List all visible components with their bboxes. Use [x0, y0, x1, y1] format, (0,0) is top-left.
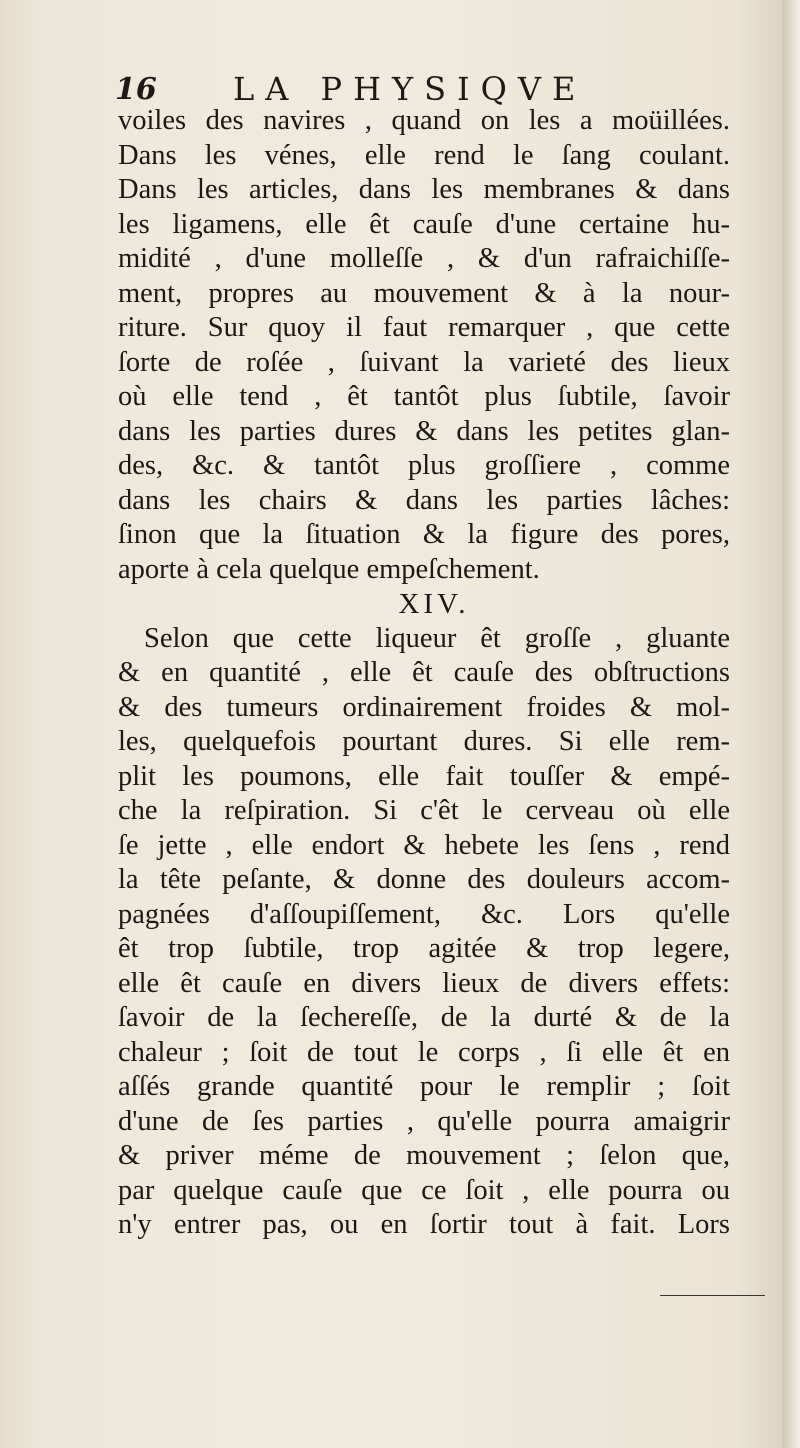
paragraph-2 [118, 622, 730, 1243]
text-line: où elle tend , êt tantôt plus ſubtile, ſavoir [118, 381, 730, 412]
text-line: n'y entrer pas, ou en ſortir tout à fait. Lors [118, 1209, 730, 1240]
body-text [118, 104, 730, 1243]
text-line: elle êt cauſe en divers lieux de divers effets: [118, 967, 730, 999]
section-number: XIV. [398, 588, 470, 620]
text-line: ſe jette , elle endort & hebete les ſens , rend [118, 829, 730, 861]
text-line: aporte à cela quelque empeſchement. [118, 553, 540, 585]
text-line: par quelque cauſe que ce ſoit , elle pourra ou [118, 1174, 730, 1206]
paragraph-1 [118, 104, 730, 587]
text-line: ſavoir de la ſechereſſe, de la durté & de la [118, 1002, 730, 1033]
text-line: pagnées d'aſſoupiſſement, &c. Lors qu'elle [118, 898, 730, 930]
text-line: ſinon que la ſituation & la figure des pores, [118, 519, 730, 550]
text-line: che la reſpiration. Si c'êt le cerveau où elle [118, 795, 730, 826]
text-line: des, &c. & tantôt plus groſſiere , comme [118, 450, 730, 481]
text-line: Selon que cette liqueur êt groſſe , gluante [144, 622, 730, 654]
text-line: chaleur ; ſoit de tout le corps , ſi elle êt en [118, 1036, 730, 1068]
text-line: aſſés grande quantité pour le remplir ; ſoit [118, 1071, 730, 1102]
text-line: Dans les vénes, elle rend le ſang coulant. [118, 139, 730, 171]
text-line: êt trop ſubtile, trop agitée & trop legere, [118, 933, 730, 964]
text-line: midité , d'une molleſſe , & d'un rafraichiſſe- [118, 243, 730, 274]
text-line: d'une de ſes parties , qu'elle pourra amaigrir [118, 1105, 730, 1137]
running-title: LA PHYSIQVE [233, 70, 587, 108]
text-line: ment, propres au mouvement & à la nour- [118, 277, 730, 309]
text-line: la tête peſante, & donne des douleurs accom- [118, 864, 730, 895]
text-line: ſorte de roſée , ſuivant la varieté des lieux [118, 346, 730, 378]
text-line: les ligamens, elle êt cauſe d'une certaine hu- [118, 208, 730, 240]
page-number: 16 [115, 72, 157, 107]
text-line: voiles des navires , quand on les a moüillées. [118, 105, 730, 136]
catchword-rule [660, 1295, 765, 1296]
text-line: riture. Sur quoy il faut remarquer , que cette [118, 312, 730, 343]
text-line: Dans les articles, dans les membranes & dans [118, 174, 730, 205]
text-line: & en quantité , elle êt cauſe des obſtructions [118, 657, 730, 688]
text-line: dans les chairs & dans les parties lâches: [118, 484, 730, 516]
text-line: les, quelquefois pourtant dures. Si elle rem- [118, 726, 730, 757]
text-line: & des tumeurs ordinairement froides & mol- [118, 691, 730, 723]
text-line: & priver méme de mouvement ; ſelon que, [118, 1140, 730, 1171]
page-edge-shadow [782, 0, 800, 1448]
text-line: dans les parties dures & dans les petites glan- [118, 415, 730, 447]
text-line: plit les poumons, elle fait touſſer & empé- [118, 760, 730, 792]
